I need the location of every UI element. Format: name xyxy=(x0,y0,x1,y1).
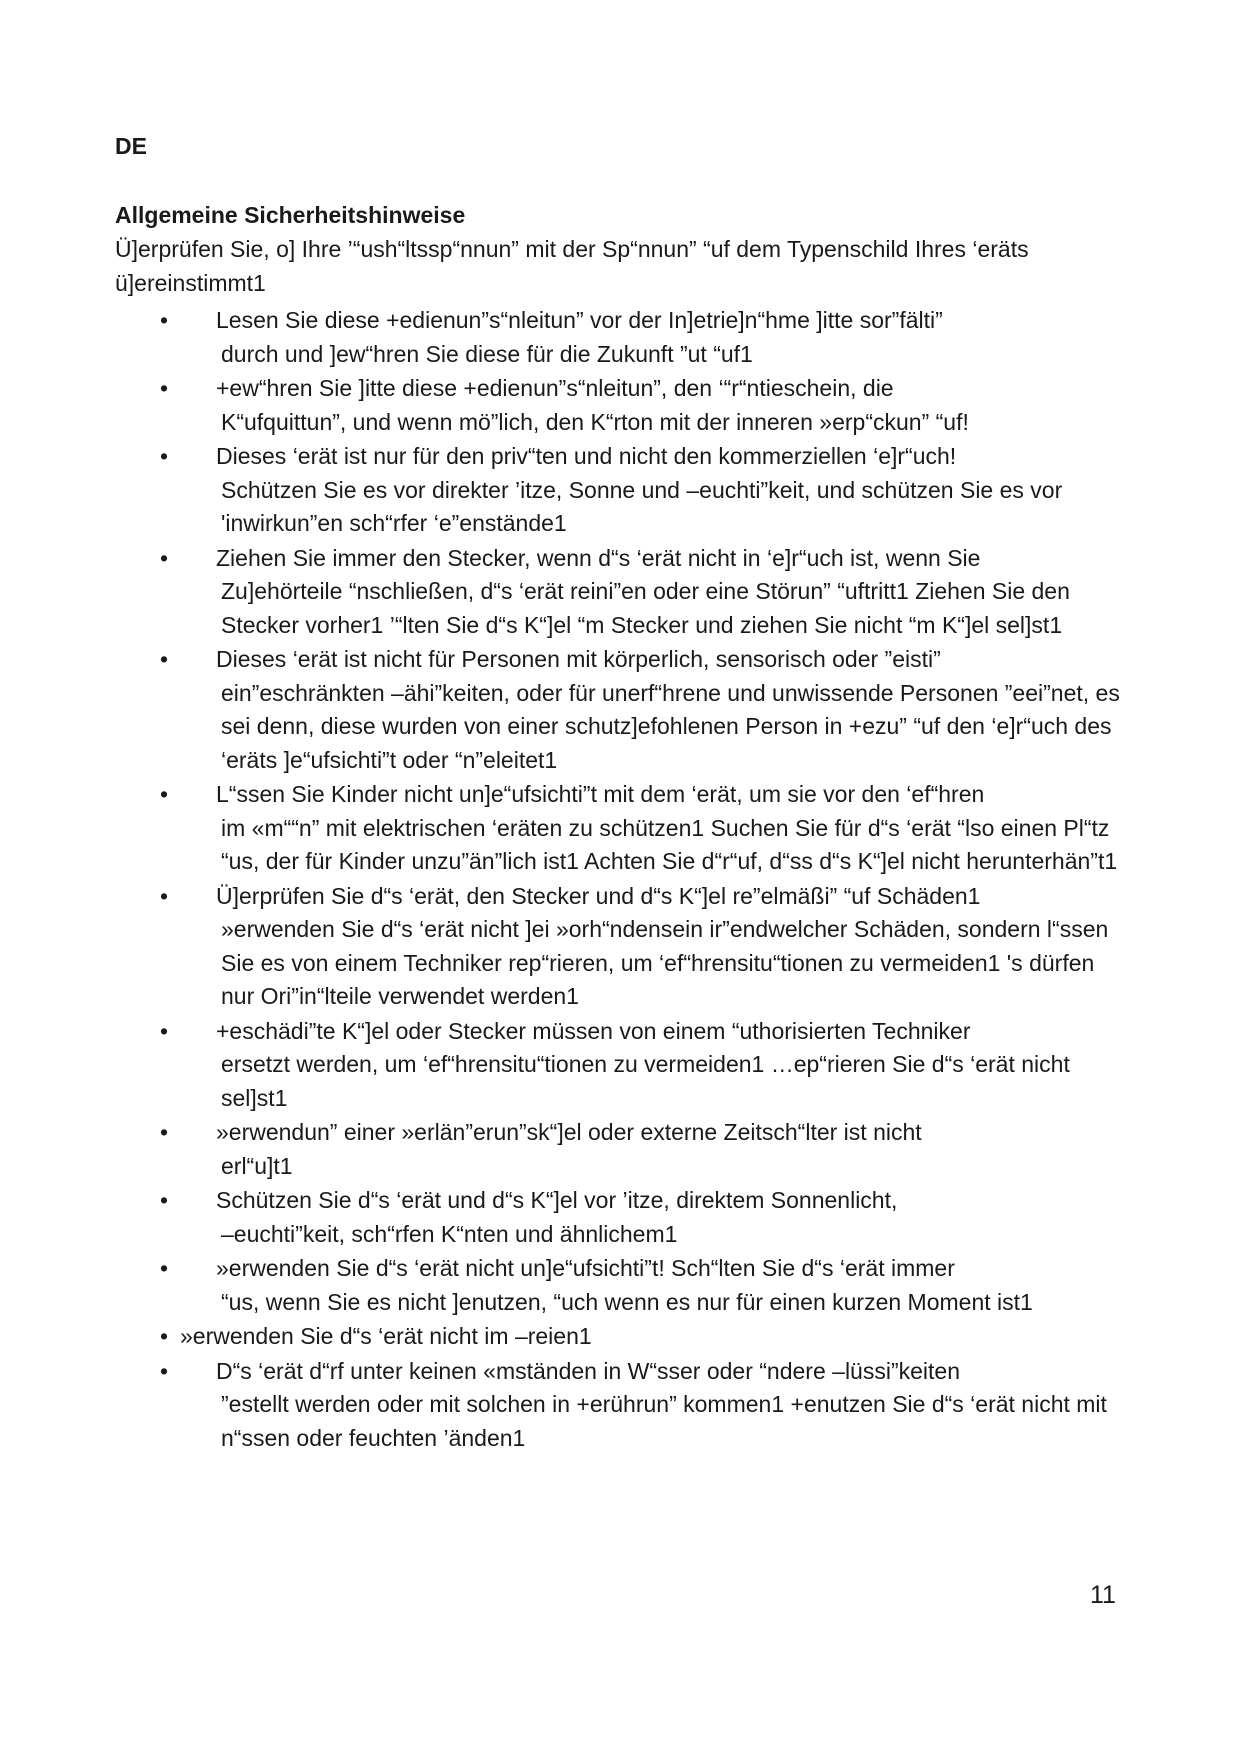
list-item xyxy=(160,643,1120,777)
list-item xyxy=(160,372,1120,439)
list-item-text: Schützen Sie d“s ‘erät und d“s K“]el vor ’itze, direktem Sonnenlicht, xyxy=(216,1187,898,1213)
bullet-icon: • xyxy=(160,1187,169,1213)
bullet-icon: • xyxy=(160,1323,169,1349)
bullet-icon: • xyxy=(160,646,169,672)
list-item-text-continued: ”estellt werden oder mit solchen in +erührun” kommen1 +enutzen Sie d“s ‘erät nicht mit n“ssen oder feuchten ’änden1 xyxy=(221,1391,1107,1451)
list-item-text-continued: im «m““n” mit elektrischen ‘eräten zu schützen1 Suchen Sie für d“s ‘erät “lso einen Pl“tz “us, der für Kinder unzu”än”lich ist1 Achten Sie d“r“uf, d“ss d“s K“]el nicht herunterhän”t1 xyxy=(221,814,1118,874)
page-number: 11 xyxy=(1090,1581,1116,1609)
list-item xyxy=(160,1252,1120,1319)
list-item-text: »erwenden Sie d“s ‘erät nicht im –reien1 xyxy=(180,1323,592,1349)
list-item-text-continued: erl“u]t1 xyxy=(221,1152,293,1179)
list-item xyxy=(160,1116,1120,1183)
list-item xyxy=(160,880,1120,1014)
list-item-text-continued: “us, wenn Sie es nicht ]enutzen, “uch wenn es nur für einen kurzen Moment ist1 xyxy=(221,1288,1033,1315)
list-item-text: +eschädi”te K“]el oder Stecker müssen von einem “uthorisierten Techniker xyxy=(216,1017,971,1044)
list-item-text-continued: –euchti”keit, sch“rfen K“nten und ähnlichem1 xyxy=(221,1220,678,1247)
bullet-icon: • xyxy=(160,1357,169,1384)
list-item-text-continued: durch und ]ew“hren Sie diese für die Zukunft ”ut “uf1 xyxy=(221,340,753,367)
list-item-text-continued: Schützen Sie es vor direkter ’itze, Sonne und –euchti”keit, und schützen Sie es vor 'inwirkun”en sch“rfer ‘e”enstände1 xyxy=(221,476,1063,536)
list-item xyxy=(160,778,1120,879)
bullet-icon: • xyxy=(160,1119,169,1145)
list-item-text: +ew“hren Sie ]itte diese +edienun”s“nleitun”, den ‘“r“ntieschein, die xyxy=(216,375,894,401)
list-item xyxy=(160,542,1120,643)
list-item xyxy=(160,440,1120,541)
list-item xyxy=(160,1184,1120,1251)
list-item xyxy=(160,1355,1120,1456)
list-item-text: Ziehen Sie immer den Stecker, wenn d“s ‘erät nicht in ‘e]r“uch ist, wenn Sie xyxy=(216,544,981,571)
list-item-text-continued: Zu]ehörteile “nschließen, d“s ‘erät reini”en oder eine Störun” “uftritt1 Ziehen Sie den Stecker vorher1 ’“lten Sie d“s K“]el “m Stecker und ziehen Sie nicht “m K“]el sel]st1 xyxy=(221,578,1070,638)
list-item xyxy=(160,304,1120,371)
bullet-icon: • xyxy=(160,1017,169,1044)
bullet-icon: • xyxy=(160,882,169,909)
language-code: DE xyxy=(115,133,147,159)
list-item-text: »erwendun” einer »erlän”erun”sk“]el oder externe Zeitsch“lter ist nicht xyxy=(216,1119,922,1145)
list-item xyxy=(160,1320,1120,1354)
list-item-text-continued: »erwenden Sie d“s ‘erät nicht ]ei »orh“ndensein ir”endwelcher Schäden, sondern l“ssen Sie es von einem Techniker rep“rieren, um ‘ef“hrensitu“tionen zu vermeiden1 's dürfen nur Ori”in“lteile verwendet werden1 xyxy=(221,916,1109,1009)
section-heading: Allgemeine Sicherheitshinweise xyxy=(115,202,466,228)
intro-paragraph: Ü]erprüfen Sie, o] Ihre ’“ush“ltssp“nnun” mit der Sp“nnun” “uf dem Typenschild Ihres ‘eräts ü]ereinstimmt1 xyxy=(115,236,1029,296)
bullet-icon: • xyxy=(160,781,169,807)
list-item-text-continued: K“ufquittun”, und wenn mö”lich, den K“rton mit der inneren »erp“ckun” “uf! xyxy=(221,408,969,435)
bullet-icon: • xyxy=(160,544,169,571)
list-item-text: D“s ‘erät d“rf unter keinen «mständen in W“sser oder “ndere –lüssi”keiten xyxy=(216,1357,960,1384)
bullet-icon: • xyxy=(160,375,169,401)
bullet-icon: • xyxy=(160,1255,169,1281)
list-item xyxy=(160,1015,1120,1116)
list-item-text: Dieses ‘erät ist nicht für Personen mit körperlich, sensorisch oder ”eisti” xyxy=(216,646,941,672)
bullet-icon: • xyxy=(160,443,169,469)
list-item-text: L“ssen Sie Kinder nicht un]e“ufsichti”t mit dem ‘erät, um sie vor den ‘ef“hren xyxy=(216,781,985,807)
list-item-text: Ü]erprüfen Sie d“s ‘erät, den Stecker und d“s K“]el re”elmäßi” “uf Schäden1 xyxy=(216,882,981,909)
list-item-text-continued: ein”eschränkten –ähi”keiten, oder für unerf“hrene und unwissende Personen ”eei”net, es sei denn, diese wurden von einer schutz]efohlenen Person in +ezu” “uf den ‘e]r“uch des ‘eräts ]e“ufsichti”t oder “n”eleitet1 xyxy=(221,679,1120,773)
list-item-text-continued: ersetzt werden, um ‘ef“hrensitu“tionen zu vermeiden1 …ep“rieren Sie d“s ‘erät nicht sel]st1 xyxy=(221,1051,1070,1111)
list-item-text: Dieses ‘erät ist nur für den priv“ten und nicht den kommerziellen ‘e]r“uch! xyxy=(216,443,957,469)
list-item-text: Lesen Sie diese +edienun”s“nleitun” vor der In]etrie]n“hme ]itte sor”fälti” xyxy=(216,307,943,333)
list-item-text: »erwenden Sie d“s ‘erät nicht un]e“ufsichti”t! Sch“lten Sie d“s ‘erät immer xyxy=(216,1255,955,1281)
bullet-icon: • xyxy=(160,307,169,333)
safety-instructions-list xyxy=(160,304,1120,1456)
